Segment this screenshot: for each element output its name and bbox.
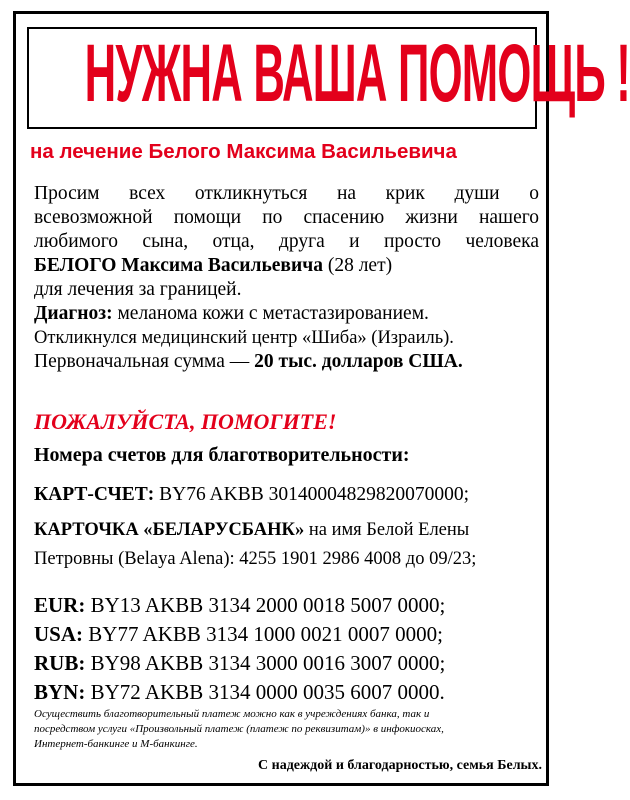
iban-eur-label: EUR: — [34, 593, 86, 617]
medical-center-line: Откликнулся медицинский центр «Шиба» (Израиль). — [34, 328, 454, 348]
accounts-heading: Номера счетов для благотворительности: — [34, 444, 410, 466]
patient-age: (28 лет) — [322, 255, 393, 276]
card-owner: на имя Белой Елены — [304, 520, 470, 540]
intro-text — [34, 182, 539, 374]
sum-line — [34, 350, 539, 374]
diagnosis-label: Диагноз: — [34, 303, 113, 324]
signature: С надеждой и благодарностью, семья Белых. — [258, 758, 542, 773]
intro-line-5: для лечения за границей. — [34, 279, 242, 300]
note-line-1: Осуществить благотворительный платеж можно как в учреждениях банка, так и — [34, 708, 430, 720]
card-account-line — [34, 484, 469, 506]
note-line-2: посредством услуги «Произвольный платеж (платеж по реквизитам)» в инфокиосках, — [34, 723, 444, 735]
plea: ПОЖАЛУЙСТА, ПОМОГИТЕ! — [34, 409, 337, 434]
headline-box — [27, 27, 630, 129]
patient-name: БЕЛОГО Максима Васильевича — [34, 255, 323, 276]
card-line-1 — [34, 520, 469, 541]
iban-rub-label: RUB: — [34, 651, 86, 675]
iban-usa — [34, 622, 443, 647]
diagnosis-text: меланома кожи с метастазированием. — [112, 303, 429, 324]
card-line-2: Петровны (Belaya Alena): 4255 1901 2986 4008 до 09/23; — [34, 549, 477, 569]
sum-text: Первоначальная сумма — — [34, 351, 255, 372]
iban-byn-label: BYN: — [34, 680, 86, 704]
card-account-label: КАРТ-СЧЕТ: — [34, 484, 155, 505]
diagnosis-line — [34, 302, 539, 326]
iban-rub — [34, 651, 445, 676]
note-line-3: Интернет-банкинге и М-банкинге. — [34, 738, 198, 750]
subtitle: на лечение Белого Максима Васильевича — [30, 140, 457, 163]
card-label: КАРТОЧКА «БЕЛАРУСБАНК» — [34, 520, 305, 540]
iban-byn — [34, 680, 445, 705]
intro-line-1: Просим всех откликнуться на крик души о — [34, 183, 539, 204]
payment-note — [34, 707, 534, 752]
iban-byn-value: BY72 AKBB 3134 0000 0035 6007 0000. — [85, 680, 445, 704]
iban-usa-label: USA: — [34, 622, 84, 646]
headline: НУЖНА ВАША ПОМОЩЬ ! — [84, 27, 630, 119]
iban-eur — [34, 593, 445, 618]
iban-eur-value: BY13 AKBB 3134 2000 0018 5007 0000; — [85, 593, 446, 617]
iban-usa-value: BY77 AKBB 3134 1000 0021 0007 0000; — [83, 622, 443, 646]
card-account-value: BY76 AKBB 30140004829820070000; — [154, 484, 470, 505]
intro-line-3: любимого сына, отца, друга и просто человека — [34, 231, 539, 252]
intro-line-4 — [34, 254, 539, 278]
sum-amount: 20 тыс. долларов США. — [254, 351, 463, 372]
iban-rub-value: BY98 AKBB 3134 3000 0016 3007 0000; — [85, 651, 446, 675]
intro-line-2: всевозможной помощи по спасению жизни нашего — [34, 207, 539, 228]
